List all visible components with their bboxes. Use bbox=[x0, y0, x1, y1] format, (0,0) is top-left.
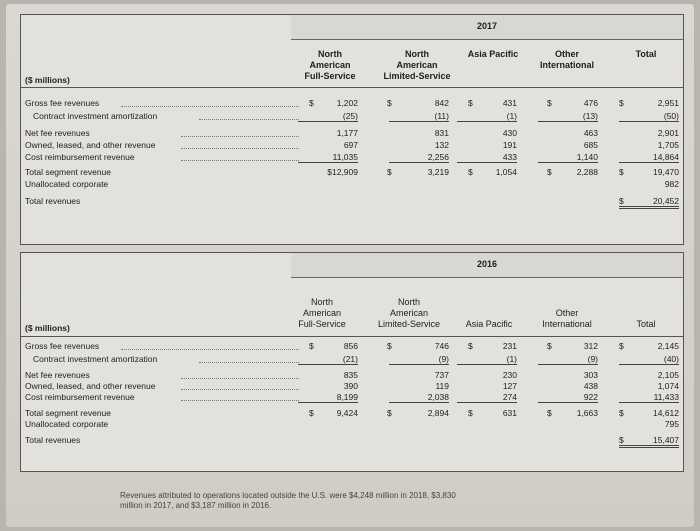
unit-label: ($ millions) bbox=[25, 75, 70, 85]
value-cell: 835 bbox=[343, 370, 358, 380]
segment-table-2016 bbox=[20, 252, 684, 472]
row-label: Total segment revenue bbox=[25, 167, 111, 177]
value-cell: 430 bbox=[502, 128, 517, 138]
table-row bbox=[21, 140, 683, 151]
value-cell: 2,038 bbox=[389, 392, 449, 403]
value-cell: (9) bbox=[538, 354, 598, 365]
value-cell: 476 bbox=[583, 98, 598, 108]
value-cell: 127 bbox=[502, 381, 517, 391]
row-label: Cost reimbursement revenue bbox=[25, 152, 135, 162]
value-cell: (11) bbox=[389, 111, 449, 122]
value-cell: 8,199 bbox=[298, 392, 358, 403]
leader-dots bbox=[181, 140, 299, 149]
currency-sign: $ bbox=[468, 98, 473, 108]
value-cell: 191 bbox=[502, 140, 517, 150]
currency-sign: $ bbox=[619, 167, 624, 177]
row-label: Contract investment amortization bbox=[33, 111, 158, 121]
table-row bbox=[21, 435, 683, 446]
value-cell: (21) bbox=[298, 354, 358, 365]
value-cell: 19,470 bbox=[653, 167, 679, 177]
value-cell: 438 bbox=[583, 381, 598, 391]
table-row bbox=[21, 419, 683, 430]
column-header: Total bbox=[635, 49, 657, 59]
value-cell: 1,202 bbox=[336, 98, 358, 108]
currency-sign: $ bbox=[309, 408, 314, 418]
table-row bbox=[21, 111, 683, 122]
value-cell: 842 bbox=[434, 98, 449, 108]
value-cell: 433 bbox=[457, 152, 517, 163]
value-cell: 9,424 bbox=[336, 408, 358, 418]
value-cell: 431 bbox=[502, 98, 517, 108]
leader-dots bbox=[181, 152, 299, 161]
value-cell: 1,074 bbox=[657, 381, 679, 391]
value-cell: 1,177 bbox=[336, 128, 358, 138]
row-label: Total revenues bbox=[25, 196, 81, 206]
footnote: Revenues attributed to operations located outside the U.S. were $4,248 million in 2018, $3,830 million in 2017, and $3,187 million in 2016. bbox=[120, 491, 456, 510]
value-cell: 2,951 bbox=[657, 98, 679, 108]
value-cell: 14,864 bbox=[619, 152, 679, 163]
value-cell: 697 bbox=[343, 140, 358, 150]
currency-sign: $ bbox=[387, 167, 392, 177]
value-cell: 2,105 bbox=[657, 370, 679, 380]
currency-sign: $ bbox=[547, 98, 552, 108]
column-header: North American Full-Service bbox=[304, 49, 356, 81]
value-cell: 737 bbox=[434, 370, 449, 380]
value-cell: 463 bbox=[583, 128, 598, 138]
column-header: North American Full-Service bbox=[298, 297, 346, 329]
row-label: Cost reimbursement revenue bbox=[25, 392, 135, 402]
value-cell: 922 bbox=[538, 392, 598, 403]
value-cell: (50) bbox=[619, 111, 679, 122]
currency-sign: $ bbox=[468, 408, 473, 418]
year-label: 2017 bbox=[476, 21, 498, 31]
value-cell: 2,256 bbox=[389, 152, 449, 163]
value-cell: 1,140 bbox=[538, 152, 598, 163]
value-cell: 14,612 bbox=[653, 408, 679, 418]
value-cell: 11,035 bbox=[298, 152, 358, 163]
currency-sign: $ bbox=[309, 341, 314, 351]
value-cell: 20,452 bbox=[619, 196, 679, 209]
table-row bbox=[21, 341, 683, 352]
leader-dots bbox=[181, 381, 299, 390]
currency-sign: $ bbox=[619, 196, 624, 206]
value-cell: 274 bbox=[457, 392, 517, 403]
table-row bbox=[21, 152, 683, 163]
table-row bbox=[21, 128, 683, 139]
currency-sign: $ bbox=[387, 341, 392, 351]
year-label: 2016 bbox=[476, 259, 498, 269]
column-header: Other International bbox=[542, 308, 592, 329]
leader-dots bbox=[199, 111, 299, 120]
currency-sign: $ bbox=[547, 341, 552, 351]
value-cell: 2,901 bbox=[657, 128, 679, 138]
row-label: Owned, leased, and other revenue bbox=[25, 140, 156, 150]
value-cell: 746 bbox=[434, 341, 449, 351]
leader-dots bbox=[181, 392, 299, 401]
value-cell: 685 bbox=[583, 140, 598, 150]
value-cell: 2,894 bbox=[427, 408, 449, 418]
value-cell: 631 bbox=[502, 408, 517, 418]
segment-table-2017 bbox=[20, 14, 684, 245]
value-cell: 390 bbox=[343, 381, 358, 391]
value-cell: (9) bbox=[389, 354, 449, 365]
leader-dots bbox=[121, 98, 299, 107]
value-cell: 312 bbox=[583, 341, 598, 351]
currency-sign: $ bbox=[387, 98, 392, 108]
currency-sign: $ bbox=[619, 408, 624, 418]
value-cell: 982 bbox=[664, 179, 679, 189]
row-label: Total revenues bbox=[25, 435, 81, 445]
value-cell: 1,054 bbox=[495, 167, 517, 177]
value-cell: (13) bbox=[538, 111, 598, 122]
column-header: Asia Pacific bbox=[467, 49, 519, 59]
value-cell: 3,219 bbox=[427, 167, 449, 177]
value-cell: 2,145 bbox=[657, 341, 679, 351]
value-cell: 1,705 bbox=[657, 140, 679, 150]
table-row bbox=[21, 392, 683, 403]
row-label: Unallocated corporate bbox=[25, 419, 109, 429]
currency-sign: $ bbox=[309, 98, 314, 108]
row-label: Unallocated corporate bbox=[25, 179, 109, 189]
value-cell: (40) bbox=[619, 354, 679, 365]
currency-sign: $ bbox=[619, 435, 624, 445]
leader-dots bbox=[199, 354, 299, 363]
value-cell: 15,407 bbox=[619, 435, 679, 448]
value-cell: (1) bbox=[457, 354, 517, 365]
column-header: Total bbox=[636, 319, 656, 329]
currency-sign: $ bbox=[547, 167, 552, 177]
value-cell: 132 bbox=[434, 140, 449, 150]
value-cell: 831 bbox=[434, 128, 449, 138]
row-label: Owned, leased, and other revenue bbox=[25, 381, 156, 391]
year-header-bar bbox=[291, 15, 683, 40]
row-label: Gross fee revenues bbox=[25, 98, 100, 108]
value-cell: 11,433 bbox=[619, 392, 679, 403]
row-label: Net fee revenues bbox=[25, 128, 90, 138]
currency-sign: $ bbox=[468, 341, 473, 351]
column-header: North American Limited-Service bbox=[377, 297, 441, 329]
currency-sign: $ bbox=[468, 167, 473, 177]
column-header: Other International bbox=[539, 49, 594, 70]
table-row bbox=[21, 167, 683, 178]
column-header: North American Limited-Service bbox=[383, 49, 451, 81]
row-label: Total segment revenue bbox=[25, 408, 111, 418]
value-cell: 795 bbox=[664, 419, 679, 429]
value-cell: (1) bbox=[457, 111, 517, 122]
table-row bbox=[21, 370, 683, 381]
value-cell: 2,288 bbox=[576, 167, 598, 177]
currency-sign: $ bbox=[619, 341, 624, 351]
value-cell: 231 bbox=[502, 341, 517, 351]
leader-dots bbox=[181, 370, 299, 379]
value-cell: (25) bbox=[298, 111, 358, 122]
value-cell: $12,909 bbox=[327, 167, 358, 177]
table-row bbox=[21, 98, 683, 109]
value-cell: 1,663 bbox=[576, 408, 598, 418]
currency-sign: $ bbox=[619, 98, 624, 108]
currency-sign: $ bbox=[387, 408, 392, 418]
value-cell: 230 bbox=[502, 370, 517, 380]
table-row bbox=[21, 354, 683, 365]
currency-sign: $ bbox=[547, 408, 552, 418]
row-label: Gross fee revenues bbox=[25, 341, 100, 351]
value-cell: 303 bbox=[583, 370, 598, 380]
value-cell: 856 bbox=[343, 341, 358, 351]
row-label: Net fee revenues bbox=[25, 370, 90, 380]
unit-label: ($ millions) bbox=[25, 323, 70, 333]
row-label: Contract investment amortization bbox=[33, 354, 158, 364]
value-cell: 119 bbox=[435, 381, 449, 391]
leader-dots bbox=[121, 341, 299, 350]
table-row bbox=[21, 408, 683, 419]
table-row bbox=[21, 381, 683, 392]
table-row bbox=[21, 179, 683, 190]
leader-dots bbox=[181, 128, 299, 137]
column-header: Asia Pacific bbox=[465, 319, 513, 329]
table-row bbox=[21, 196, 683, 207]
year-header-bar bbox=[291, 253, 683, 278]
